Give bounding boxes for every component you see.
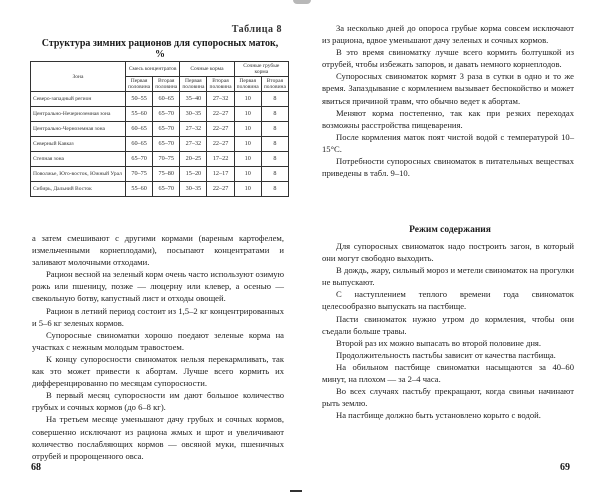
sub-header: Первая половина: [180, 77, 207, 92]
paragraph: Меняют корма постепенно, так как при резких переходах возможны расстройства пищеварения.: [322, 107, 574, 130]
zone-cell: Сибирь, Дальний Восток: [31, 182, 126, 197]
value-cell: 65–70: [153, 122, 180, 137]
value-cell: 60–65: [153, 92, 180, 107]
value-cell: 8: [261, 152, 288, 167]
value-cell: 22–27: [207, 107, 234, 122]
paragraph: В это время свиноматку лучше всего кормить болтушкой из отрубей, чтобы избежать запоров, и давать немного корнеплодов.: [322, 47, 574, 70]
paragraph: Потребности супоросных свиноматок в питательных веществах приведены в табл. 9–10.: [322, 156, 574, 179]
value-cell: 8: [261, 167, 288, 182]
value-cell: 12–17: [207, 167, 234, 182]
zone-cell: Центрально-Черноземная зона: [31, 122, 126, 137]
paragraph: С наступлением теплого времени года свиноматок целесообразно выпускать на пастбище.: [322, 289, 574, 312]
zone-cell: Центрально-Нечерноземная зона: [31, 107, 126, 122]
paragraph: Для супоросных свиноматок надо построить загон, в который они могут свободно выходить.: [322, 241, 574, 264]
table-title: Структура зимних рационов для супоросных маток, %: [41, 38, 279, 60]
paragraph: Во всех случаях пастьбу прекращают, когда свиньи начинают рыть землю.: [322, 386, 574, 409]
left-body-text: [32, 232, 284, 462]
table-row: [31, 182, 289, 197]
ration-table: [30, 61, 289, 197]
value-cell: 30–35: [180, 182, 207, 197]
paragraph: Пасти свиноматок нужно утром до кормления, чтобы они съедали больше травы.: [322, 313, 574, 336]
sub-header: Вторая половина: [207, 77, 234, 92]
sub-header: Вторая половина: [153, 77, 180, 92]
value-cell: 60–65: [126, 122, 153, 137]
right-body-text-top: [322, 22, 574, 179]
value-cell: 22–27: [207, 182, 234, 197]
value-cell: 10: [234, 152, 261, 167]
value-cell: 10: [234, 182, 261, 197]
paragraph: Рацион в летний период состоит из 1,5–2 кг концентрированных и 5–6 кг зеленых кормов.: [32, 305, 284, 328]
table-row: [31, 107, 289, 122]
value-cell: 10: [234, 122, 261, 137]
zone-cell: Северный Кавказ: [31, 137, 126, 152]
group-header: Сочные корма: [180, 62, 234, 77]
table-label: Таблица 8: [231, 24, 282, 35]
right-body-text-bottom: [322, 240, 574, 421]
value-cell: 8: [261, 92, 288, 107]
value-cell: 8: [261, 182, 288, 197]
value-cell: 10: [234, 107, 261, 122]
page-number: 68: [31, 462, 41, 473]
value-cell: 60–65: [126, 137, 153, 152]
value-cell: 22–27: [207, 122, 234, 137]
value-cell: 70–75: [126, 167, 153, 182]
value-cell: 8: [261, 122, 288, 137]
paragraph: За несколько дней до опороса грубые корма совсем исключают из рациона, вдвое уменьшают дачу зеленых и сочных кормов.: [322, 23, 574, 46]
table-row: [31, 152, 289, 167]
zone-cell: Северо-западный регион: [31, 92, 126, 107]
sub-header: Первая половина: [234, 77, 261, 92]
value-cell: 50–55: [126, 92, 153, 107]
paragraph: К концу супоросности свиноматок нельзя перекармливать, так как это может привести к абортам. Лучше всего кормить их дифференцированно по месяцам супоросности.: [32, 353, 284, 389]
paragraph: На пастбище должно быть установлено корыто с водой.: [336, 410, 541, 421]
value-cell: 65–70: [153, 107, 180, 122]
value-cell: 15–20: [180, 167, 207, 182]
paragraph: В первый месяц супоросности им дают большое количество грубых и сочных кормов (до 6–8 кг).: [32, 390, 284, 413]
value-cell: 35–40: [180, 92, 207, 107]
paragraph: На обильном пастбище свиноматки насыщаются за 40–60 минут, на плохом — за 2–4 часа.: [322, 361, 574, 385]
group-header: Смесь концентратов: [126, 62, 180, 77]
value-cell: 10: [234, 137, 261, 152]
value-cell: 20–25: [180, 152, 207, 167]
paragraph: Супоросных свиноматок кормят 3 раза в сутки в одно и то же время. Запаздывание с кормлением вызывает беспокойство и может явиться причиной травм, что обычно ведет к абортам.: [322, 71, 574, 106]
paragraph: Второй раз их можно выпасать во второй половине дня.: [336, 337, 542, 348]
value-cell: 17–22: [207, 152, 234, 167]
zone-cell: Степная зона: [31, 152, 126, 167]
table-row: [31, 167, 289, 182]
paragraph: Рацион весной на зеленый корм очень часто используют озимую рожь или пшеницу, позже — люцерну или клевер, а осенью — свекольную ботву, капустный лист и отходы овощей.: [32, 269, 284, 304]
value-cell: 65–70: [153, 182, 180, 197]
section-heading: Режим содержания: [409, 225, 491, 235]
page-number: 69: [560, 462, 570, 473]
zone-header: Зона: [31, 62, 126, 92]
table-row: [31, 137, 289, 152]
value-cell: 8: [261, 137, 288, 152]
value-cell: 27–32: [180, 122, 207, 137]
value-cell: 55–60: [126, 182, 153, 197]
paragraph: После кормления маток поят чистой водой с температурой 10–15°С.: [322, 131, 574, 154]
paragraph: Продолжительность пастьбы зависит от качества пастбища.: [336, 349, 556, 360]
sub-header: Первая половина: [126, 77, 153, 92]
table-row: [31, 92, 289, 107]
value-cell: 55–60: [126, 107, 153, 122]
value-cell: 27–32: [207, 92, 234, 107]
value-cell: 22–27: [207, 137, 234, 152]
value-cell: 10: [234, 92, 261, 107]
paragraph: На третьем месяце уменьшают дачу грубых и сочных кормов, совершенно исключают из рациона жмых и шрот и увеличивают количество послабляющих кормов — овсяной муки, пшеничных отрубей и пророщенного овса.: [32, 414, 284, 461]
sub-header: Вторая половина: [261, 77, 288, 92]
value-cell: 70–75: [153, 152, 180, 167]
zone-cell: Поволжье, Юго-восток, Южный Урал: [31, 167, 126, 182]
value-cell: 10: [234, 167, 261, 182]
value-cell: 65–70: [126, 152, 153, 167]
scan-artifact: [290, 490, 302, 492]
paragraph: Супоросные свиноматки хорошо поедают зеленые корма на участках с нежным молодым травостоем.: [32, 329, 284, 352]
table-row: [31, 122, 289, 137]
value-cell: 8: [261, 107, 288, 122]
value-cell: 75–80: [153, 167, 180, 182]
paragraph: а затем смешивают с другими кормами (вареным картофелем, измельченными корнеплодами), посыпают концентратами и заливают молочными отходами.: [32, 233, 284, 268]
paragraph: В дождь, жару, сильный мороз и метели свиноматок на прогулки не выпускают.: [322, 265, 574, 288]
value-cell: 30–35: [180, 107, 207, 122]
group-header: Сочные грубые корма: [234, 62, 288, 77]
value-cell: 65–70: [153, 137, 180, 152]
value-cell: 27–32: [180, 137, 207, 152]
